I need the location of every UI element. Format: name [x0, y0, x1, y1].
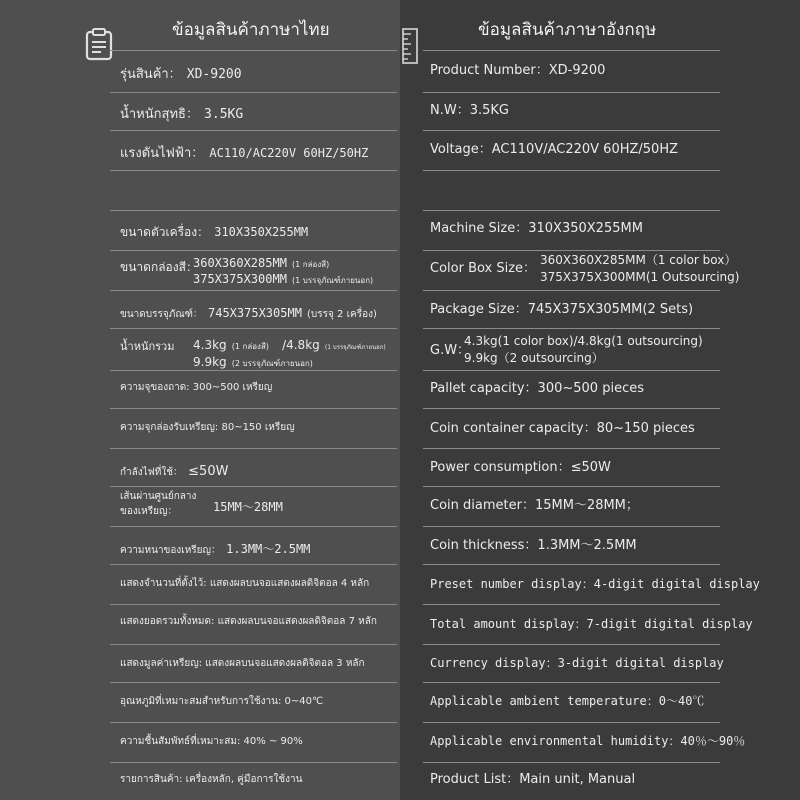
- thai-model-label: รุ่นสินค้า：: [120, 67, 182, 82]
- thai-coin-thickness-label: ความหนาของเหรียญ：: [120, 545, 222, 556]
- thai-gw-value-1: 4.3kg: [193, 338, 227, 352]
- thai-gw-note-2: (2 บรรจุภัณฑ์ภายนอก): [231, 359, 313, 368]
- english-header-title: ข้อมูลสินค้าภาษาอังกฤษ: [478, 20, 657, 40]
- divider: [423, 210, 720, 211]
- thai-coin-diameter-label-1: เส้นผ่านศูนย์กลาง: [120, 491, 197, 502]
- thai-color-box-line2: [193, 268, 373, 288]
- thai-package-row: [120, 302, 395, 322]
- en-pallet-capacity: Pallet capacity：300~500 pieces: [430, 381, 644, 396]
- thai-net-weight-value: 3.5KG: [204, 107, 244, 122]
- en-total-display: Total amount display：7-digit digital display: [430, 617, 753, 631]
- divider: [110, 92, 397, 93]
- divider: [110, 328, 397, 329]
- divider: [110, 50, 397, 51]
- en-color-box-line2: 375X375X300MM(1 Outsourcing): [540, 270, 740, 284]
- divider: [423, 564, 720, 565]
- divider: [423, 328, 720, 329]
- thai-gross-weight-line2: [193, 351, 313, 371]
- thai-preset-display: แสดงจำนวนที่ตั้งไว้: แสดงผลบนจอแสดงผลดิจิตอล 4 หลัก: [120, 578, 370, 589]
- divider: [423, 644, 720, 645]
- thai-voltage-row: [120, 142, 395, 162]
- en-product-number: Product Number：XD-9200: [430, 63, 606, 78]
- en-gross-weight-line2: 9.9kg（2 outsourcing）: [464, 351, 604, 365]
- thai-color-box-size-2: 375X375X300MM: [193, 272, 287, 286]
- thai-net-weight-label: น้ำหนักสุทธิ：: [120, 107, 199, 122]
- divider: [110, 604, 397, 605]
- en-color-box-line1: 360X360X285MM（1 color box）: [540, 253, 737, 267]
- thai-voltage-label: แรงดันไฟฟ้า：: [120, 146, 205, 161]
- divider: [110, 486, 397, 487]
- en-package-size: Package Size：745X375X305MM(2 Sets): [430, 302, 694, 317]
- divider: [110, 762, 397, 763]
- divider: [423, 130, 720, 131]
- divider: [423, 250, 720, 251]
- thai-machine-size-label: ขนาดตัวเครื่อง：: [120, 225, 210, 239]
- thai-color-box-size-1: 360X360X285MM: [193, 256, 287, 270]
- divider: [423, 486, 720, 487]
- ruler-icon: [402, 28, 418, 64]
- divider: [110, 682, 397, 683]
- thai-header-title: ข้อมูลสินค้าภาษาไทย: [172, 20, 330, 40]
- thai-package-value: 745X375X305MM: [208, 306, 302, 320]
- thai-total-display: แสดงยอดรวมทั้งหมด: แสดงผลบนจอแสดงผลดิจิตอล 7 หลัก: [120, 616, 377, 627]
- english-panel: [400, 0, 800, 800]
- thai-coin-thickness-row: [120, 538, 395, 558]
- thai-humidity: ความชื้นสัมพัทธ์ที่เหมาะสม: 40% ~ 90%: [120, 736, 303, 747]
- en-preset-display: Preset number display：4-digit digital display: [430, 577, 760, 591]
- en-gross-weight-label: G.W：: [430, 343, 471, 358]
- divider: [423, 526, 720, 527]
- divider: [423, 92, 720, 93]
- clipboard-icon: [84, 27, 114, 61]
- thai-coin-container-capacity: ความจุกล่องรับเหรียญ: 80~150 เหรียญ: [120, 422, 295, 433]
- thai-power-row: [120, 460, 395, 480]
- divider: [110, 130, 397, 131]
- en-voltage: Voltage：AC110V/AC220V 60HZ/50HZ: [430, 142, 678, 157]
- en-machine-size: Machine Size：310X350X255MM: [430, 221, 643, 236]
- divider: [110, 170, 397, 171]
- thai-net-weight-row: [120, 103, 395, 123]
- en-coin-diameter: Coin diameter：15MM～28MM；: [430, 498, 639, 513]
- divider: [110, 408, 397, 409]
- thai-package-note: (บรรจุ 2 เครื่อง): [307, 309, 377, 320]
- en-ambient-temperature: Applicable ambient temperature：0～40℃: [430, 694, 705, 708]
- thai-voltage-value: AC110/AC220V 60HZ/50HZ: [209, 146, 369, 160]
- divider: [423, 290, 720, 291]
- divider: [423, 50, 720, 51]
- en-gross-weight-line1: 4.3kg(1 color box)/4.8kg(1 outsourcing): [464, 334, 703, 348]
- thai-gw-value-2: 9.9kg: [193, 355, 227, 369]
- en-humidity: Applicable environmental humidity：40％～90％: [430, 734, 746, 748]
- thai-model-value: XD-9200: [186, 67, 242, 82]
- thai-gw-note-1: (1 กล่องสี): [231, 342, 269, 351]
- thai-machine-size-row: [120, 221, 395, 241]
- thai-coin-diameter-value: 15MM～28MM: [213, 500, 283, 514]
- thai-coin-diameter-label-2: ของเหรียญ：: [120, 506, 178, 517]
- divider: [423, 722, 720, 723]
- divider: [110, 644, 397, 645]
- thai-color-box-note-2: (1 บรรจุภัณฑ์ภายนอก): [292, 276, 374, 285]
- thai-color-box-note-1: (1 กล่องสี): [292, 260, 330, 269]
- divider: [110, 526, 397, 527]
- thai-pallet-capacity: ความจุของถาด: 300~500 เหรียญ: [120, 382, 273, 393]
- divider: [423, 604, 720, 605]
- divider: [110, 448, 397, 449]
- en-color-box-label: Color Box Size：: [430, 261, 537, 276]
- en-coin-container-capacity: Coin container capacity：80~150 pieces: [430, 421, 695, 436]
- thai-gw-value-1b: /4.8kg: [282, 338, 320, 352]
- thai-coin-thickness-value: 1.3MM～2.5MM: [226, 542, 311, 556]
- en-product-list: Product List：Main unit, Manual: [430, 772, 636, 787]
- thai-gw-note-1b: (1 บรรจุภัณฑ์ภายนอก): [324, 344, 386, 351]
- divider: [110, 210, 397, 211]
- en-power-consumption: Power consumption：≤50W: [430, 460, 611, 475]
- thai-ambient-temperature: อุณหภูมิที่เหมาะสมสำหรับการใช้งาน: 0~40℃: [120, 696, 324, 707]
- thai-color-box-label: ขนาดกล่องสี：: [120, 260, 198, 274]
- en-currency-display: Currency display：3-digit digital display: [430, 656, 724, 670]
- divider: [110, 290, 397, 291]
- thai-gross-weight-label: น้ำหนักรวม: [120, 340, 175, 353]
- thai-package-label: ขนาดบรรจุภัณฑ์：: [120, 309, 203, 320]
- thai-power-label: กำลังไฟที่ใช้：: [120, 467, 184, 478]
- en-net-weight: N.W：3.5KG: [430, 103, 509, 118]
- divider: [423, 408, 720, 409]
- divider: [423, 682, 720, 683]
- divider: [423, 762, 720, 763]
- divider: [110, 250, 397, 251]
- thai-currency-display: แสดงมูลค่าเหรียญ: แสดงผลบนจอแสดงผลดิจิตอล 3 หลัก: [120, 658, 365, 669]
- thai-power-value: ≤50W: [188, 464, 229, 479]
- divider: [423, 448, 720, 449]
- divider: [423, 370, 720, 371]
- thai-machine-size-value: 310X350X255MM: [214, 225, 309, 239]
- divider: [110, 564, 397, 565]
- divider: [110, 722, 397, 723]
- thai-product-list: รายการสินค้า: เครื่องหลัก, คู่มือการใช้งาน: [120, 774, 303, 785]
- thai-model-row: [120, 63, 395, 83]
- divider: [423, 170, 720, 171]
- en-coin-thickness: Coin thickness：1.3MM～2.5MM: [430, 538, 637, 553]
